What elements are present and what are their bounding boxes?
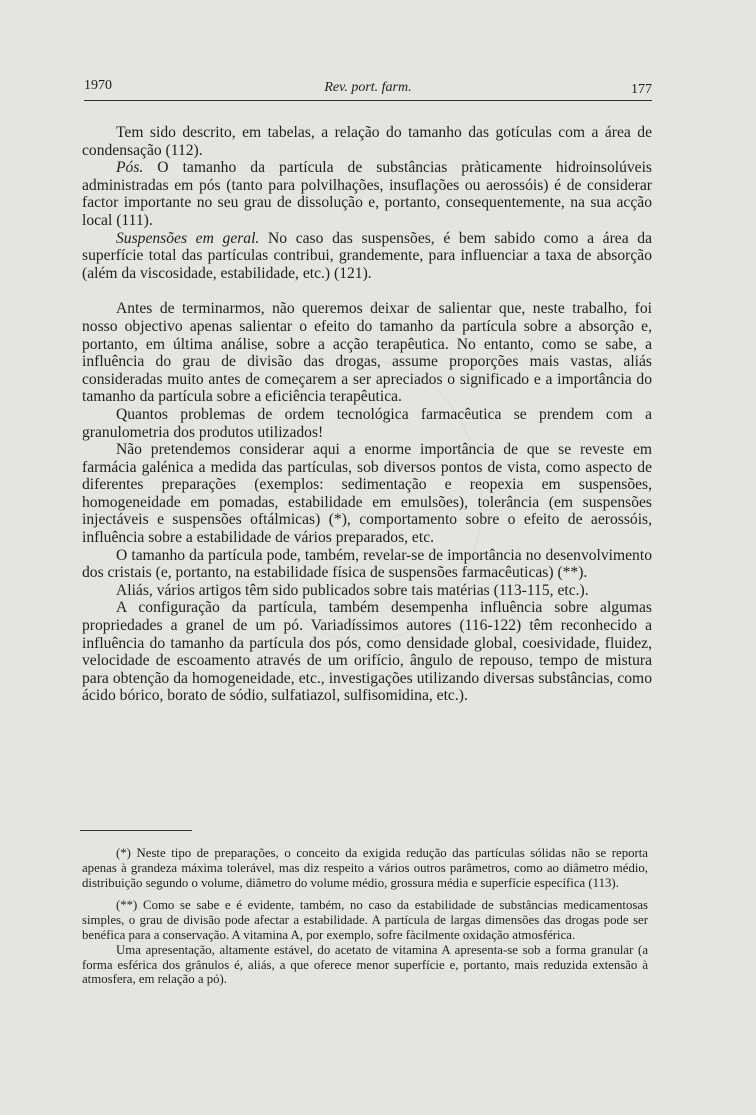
paragraph-pos bbox=[82, 159, 652, 229]
paragraph: Quantos problemas de ordem tecnológica farmacêutica se prendem com a granulometria dos produtos utilizados! bbox=[82, 405, 652, 441]
body-text bbox=[82, 124, 652, 705]
paragraph-text: No caso das suspensões, é bem sabido como a área da superfície total das partículas contribui, grandemente, para influenciar a taxa de absorção (além da viscosidade, estabilidade, etc.) (121). bbox=[82, 229, 652, 282]
section-label: Pós. bbox=[116, 159, 144, 177]
paragraph: Antes de terminarmos, não queremos deixar de salientar que, neste trabalho, foi nosso objectivo apenas salientar o efeito do tamanho da partícula sobre a absorção e, portanto, em última análise, sobre a acção terapêutica. No entanto, como se sabe, a influência do grau de divisão das drogas, assume proporções mais vastas, aliás consideradas muito antes de começarem a ser apreciados o significado e a importância do tamanho da partícula sobre a eficiência terapêutica. bbox=[82, 300, 652, 406]
footnote: (*) Neste tipo de preparações, o conceito da exigida redução das partículas sólidas não se reporta apenas à grandeza máxima tolerável, mas diz respeito a vários outros parâmetros, como ao diâmetro médio, distribuição segundo o volume, diâmetro do volume médio, grossura média e superfície específica (113). bbox=[82, 846, 648, 890]
section-label: Suspensões em geral. bbox=[116, 229, 260, 247]
footnote-rule bbox=[80, 830, 192, 831]
header-year: 1970 bbox=[84, 78, 112, 93]
footnote: (**) Como se sabe e é evidente, também, no caso da estabilidade de substâncias medicamentosas simples, o grau de divisão pode afectar a estabilidade. A partícula de largas dimensões das drogas pode ser benéfica para a conservação. A vitamina A, por exemplo, sofre fàcilmente oxidação atmosférica. bbox=[82, 898, 648, 942]
page-number: 177 bbox=[631, 82, 652, 97]
paragraph: O tamanho da partícula pode, também, revelar-se de importância no desenvolvimento dos cristais (e, portanto, na estabilidade física de suspensões farmacêuticas) (**). bbox=[82, 546, 652, 582]
paragraph-text: O tamanho da partícula de substâncias pràticamente hidroinsolúveis administradas em pós (tanto para polvilhações, insuflações ou aerossóis) é de considerar factor importante no seu grau de dissolução e, portanto, consequentemente, na sua acção local (111). bbox=[82, 159, 652, 229]
footnotes bbox=[82, 846, 648, 987]
paragraph: Não pretendemos considerar aqui a enorme importância de que se reveste em farmácia galénica a medida das partículas, sob diversos pontos de vista, como aspecto de diferentes preparações (exemplos: sedimentação e reopexia em suspensões, homogeneidade em pomadas, estabilidade em emulsões), tolerância (em suspensões injectáveis e suspensões oftálmicas) (*), comportamento sobre o efeito de aerossóis, influência sobre a estabilidade de vários preparados, etc. bbox=[82, 441, 652, 547]
paragraph-suspensoes bbox=[82, 230, 652, 283]
paragraph: A configuração da partícula, também desempenha influência sobre algumas propriedades a granel de um pó. Variadíssimos autores (116-122) têm reconhecido a influência do tamanho da partícula dos pós, como densidade global, coesividade, fluidez, velocidade de escoamento através de um orifício, ângulo de repouso, tempo de mistura para obtenção da homogeneidade, etc., investigações utilizando diversas substâncias, como ácido bórico, borato de sódio, sulfatiazol, sulfisomidina, etc.). bbox=[82, 599, 652, 705]
footnote: Uma apresentação, altamente estável, do acetato de vitamina A apresenta-se sob a forma granular (a forma esférica dos grânulos é, aliás, a que oferece menor superfície e, portanto, mais reduzida extensão à atmosfera, em relação a pó). bbox=[82, 942, 648, 987]
header-journal: Rev. port. farm. bbox=[324, 80, 412, 95]
running-header bbox=[84, 78, 652, 101]
paragraph: Tem sido descrito, em tabelas, a relação do tamanho das gotículas com a área de condensação (112). bbox=[82, 124, 652, 159]
paragraph: Aliás, vários artigos têm sido publicados sobre tais matérias (113-115, etc.). bbox=[116, 581, 589, 599]
